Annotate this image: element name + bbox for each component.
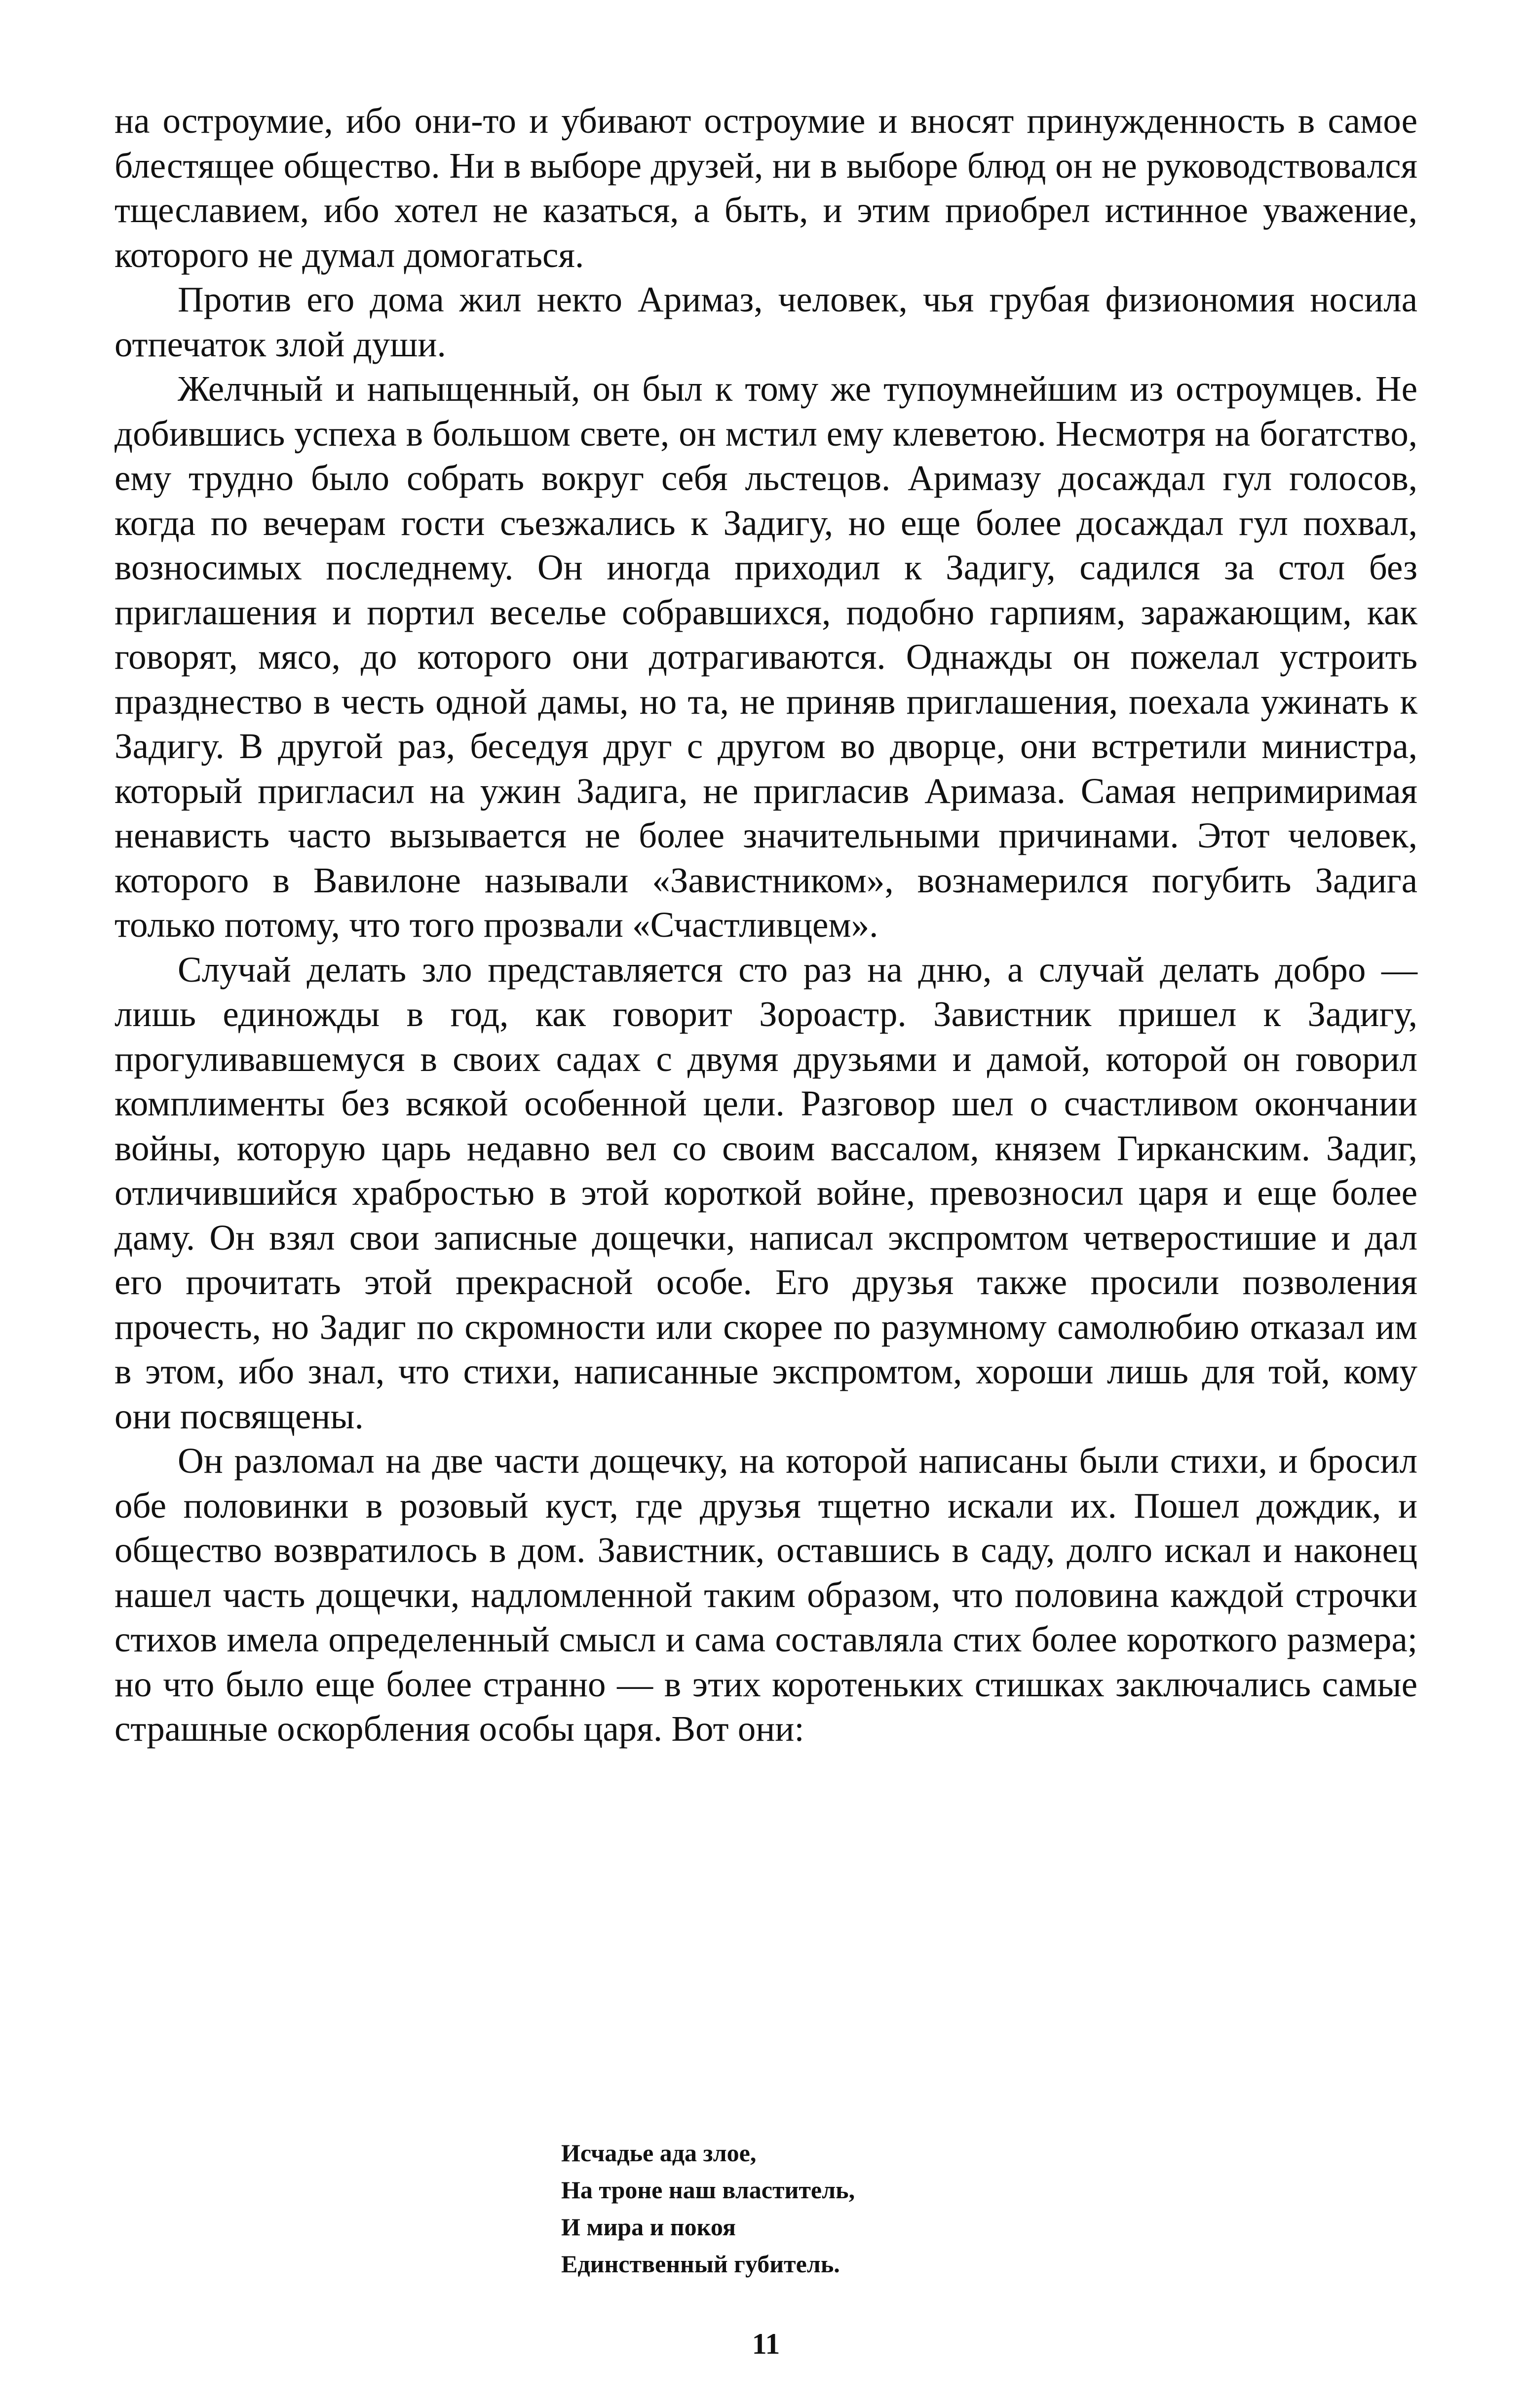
paragraph: Желчный и напыщенный, он был к тому же тупоумнейшим из остроумцев. Не добившись успеха в большом свете, он мстил ему клеветою. Несмотря на богатство, ему трудно было собрать вокруг себя льстецов. Аримазу досаждал гул голосов, когда по вечерам гости съезжались к Задигу, но еще более досаждал гул похвал, возносимых последнему. Он иногда приходил к Задигу, садился за стол без приглашения и портил веселье собравшихся, подобно гарпиям, заражающим, как говорят, мясо, до которого они дотрагиваются. Однажды он пожелал устроить празднество в честь одной дамы, но та, не приняв приглашения, поехала ужинать к Задигу. В другой раз, беседуя друг с другом во дворце, они встретили министра, который пригласил на ужин Задига, не пригласив Аримаза. Самая непримиримая ненависть часто вызывается не более значительными причинами. Этот человек, которого в Вавилоне называли «Завистником», вознамерился погубить Задига только потому, что того прозвали «Счастливцем». — [115, 369, 1417, 945]
verse-line: И мира и покоя — [561, 2213, 736, 2241]
book-page — [115, 99, 1417, 2360]
paragraph: Случай делать зло представляется сто раз на дню, а случай делать добро — лишь единожды в год, как говорит Зороастр. Завистник пришел к Задигу, прогуливавшемуся в своих садах с двумя друзьями и дамой, которой он говорил комплименты без всякой особенной цели. Разговор шел о счастливом окончании войны, которую царь недавно вел со своим вассалом, князем Гирканским. Задиг, отличившийся храбростью в этой короткой войне, превозносил царя и еще более даму. Он взял свои записные дощечки, написал экспромтом четверостишие и дал его прочитать этой прекрасной особе. Его друзья также просили позволения прочесть, но Задиг по скромности или скорее по разумному самолюбию отказал им в этом, ибо знал, что стихи, написанные экспромтом, хороши лишь для той, кому они посвящены. — [115, 949, 1417, 1436]
verse-line: Исчадье ада злое, — [561, 2139, 757, 2167]
verse-quatrain — [561, 2135, 855, 2283]
body-text — [115, 99, 1417, 1752]
page-number: 11 — [752, 2328, 780, 2360]
paragraph: Он разломал на две части дощечку, на которой написаны были стихи, и бросил обе половинки в розовый куст, где друзья тщетно искали их. Пошел дождик, и общество возвратилось в дом. Завистник, оставшись в саду, долго искал и наконец нашел часть дощечки, надломленной таким образом, что половина каждой строчки стихов имела определенный смысл и сама составляла стих более короткого размера; но что было еще более странно — в этих коротеньких стишках заключались самые страшные оскорбления особы царя. Вот они: — [115, 1441, 1417, 1749]
verse-line: Единственный губитель. — [561, 2250, 840, 2278]
verse-line: На троне наш властитель, — [561, 2176, 855, 2204]
paragraph: Против его дома жил некто Аримаз, человек, чья грубая физиономия носила отпечаток злой души. — [115, 279, 1417, 364]
paragraph-continuation: на остроумие, ибо они-то и убивают остроумие и вносят принужденность в самое блестящее общество. Ни в выборе друзей, ни в выборе блюд он не руководствовался тщеславием, ибо хотел не казаться, а быть, и этим приобрел истинное уважение, которого не думал домогаться. — [115, 101, 1417, 275]
